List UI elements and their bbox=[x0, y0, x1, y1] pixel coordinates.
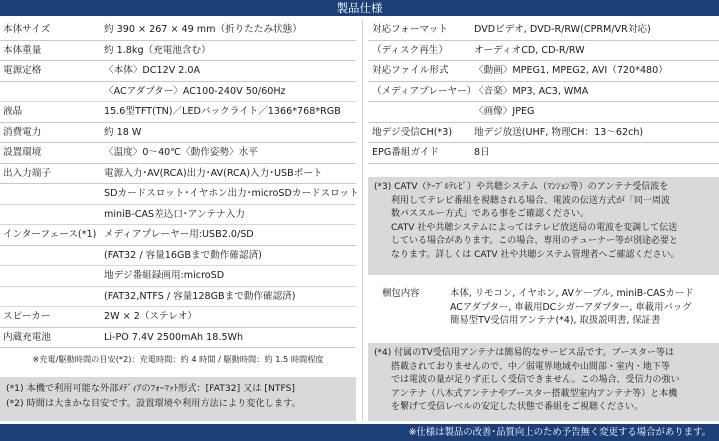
note-line: アンテナ（八木式アンテナやブースター搭載型室内アンテナ等）と本機 bbox=[391, 388, 678, 399]
spec-label: 本体重量 bbox=[3, 44, 42, 56]
charge-time-note: ※充電/駆動時間の目安(*2)：充電時間：約 4 時間 / 駆動時間：約 1.5 時間程度 bbox=[32, 354, 324, 364]
note-line: 利用してテレビ番組を視聴される場合、電波の伝送方式が「同一周波 bbox=[391, 195, 670, 206]
spec-row bbox=[0, 184, 359, 205]
spec-row bbox=[0, 164, 356, 185]
spec-row bbox=[0, 102, 356, 123]
package-contents bbox=[368, 280, 719, 338]
spec-value: オーディオCD, CD-R/RW bbox=[474, 44, 585, 56]
spec-row bbox=[0, 246, 356, 267]
spec-row bbox=[0, 287, 356, 308]
spec-row bbox=[0, 41, 356, 62]
footnote-line: (*1) 本機で利用可能な外部ﾒﾃﾞｨｱのﾌｫｰﾏｯﾄ形式：[FAT32] 又は [NTFS] bbox=[6, 383, 295, 394]
spec-label: 消費電力 bbox=[3, 126, 42, 138]
catv-note-box bbox=[368, 177, 719, 275]
spec-value: (FAT32 / 容量16GBまで動作確認済) bbox=[104, 249, 262, 261]
note-line: なります。詳しくは CATV 社や共聴システム管理者へご確認ください。 bbox=[391, 249, 680, 260]
spec-label: 液晶 bbox=[3, 106, 23, 117]
spec-value: 〈本体〉DC12V 2.0A bbox=[104, 65, 201, 76]
note-line: 搭載されておりませんので、中／弱電界地域や山間部・室内・地下等 bbox=[391, 361, 670, 372]
spec-value: DVDビデオ, DVD-R/RW(CPRM/VR対応) bbox=[474, 24, 651, 35]
spec-value: 約 18 W bbox=[104, 126, 142, 138]
spec-label: スピーカー bbox=[3, 311, 51, 322]
title-bar bbox=[0, 0, 719, 16]
spec-row bbox=[368, 123, 719, 144]
spec-value: 〈画像〉JPEG bbox=[474, 106, 535, 117]
spec-value: 15.6型TFT(TN)／LEDバックライト／1366*768*RGB bbox=[104, 106, 341, 117]
spec-value: メディアプレーヤー用:USB2.0/SD bbox=[104, 229, 254, 240]
spec-value: SDカードスロット･イヤホン出力･microSDカードスロット bbox=[104, 188, 359, 199]
spec-label: （メディアプレーヤー） bbox=[372, 85, 477, 97]
spec-row bbox=[0, 205, 356, 226]
spec-value: 約 390 × 267 × 49 mm（折りたたみ状態） bbox=[104, 24, 302, 35]
spec-row bbox=[368, 61, 719, 82]
note-line: では電波の量が足りず正しく受信できません。この場合、受信力の強い bbox=[391, 375, 680, 385]
spec-value: 電源入力･AV(RCA)出力･AV(RCA)入力･USBポート bbox=[104, 167, 323, 179]
column-divider bbox=[362, 20, 363, 422]
left-spec-table bbox=[0, 20, 359, 370]
spec-label: EPG番組ガイド bbox=[372, 147, 439, 158]
spec-value: 8日 bbox=[474, 147, 490, 158]
spec-row bbox=[0, 82, 356, 103]
spec-row bbox=[368, 143, 719, 164]
spec-row bbox=[0, 61, 356, 82]
spec-label: 設置環境 bbox=[3, 147, 42, 158]
package-line: ACアダプター, 車載用DCシガーアダプター, 車載用バッグ bbox=[450, 301, 692, 313]
spec-value: Li-PO 7.4V 2500mAh 18.5Wh bbox=[104, 331, 244, 343]
spec-label: 内蔵充電池 bbox=[3, 331, 51, 343]
spec-row bbox=[368, 20, 719, 41]
note-line: 数パススルー方式」である事をご確認ください。 bbox=[391, 209, 590, 219]
package-line: 簡易型TV受信用アンテナ(*4), 取扱説明書, 保証書 bbox=[450, 315, 661, 326]
spec-row bbox=[0, 20, 356, 41]
spec-row bbox=[368, 41, 719, 62]
spec-value: 〈温度〉0～40℃〈動作姿勢〉水平 bbox=[104, 147, 258, 158]
spec-value: 〈動画〉MPEG1, MPEG2, AVI（720*480） bbox=[474, 65, 668, 76]
package-list bbox=[450, 287, 712, 328]
spec-change-notice: ※仕様は製品の改善･品質向上のため予告無く変更する場合があります。 bbox=[408, 427, 711, 438]
spec-label: インターフェース(*1) bbox=[3, 229, 97, 240]
spec-row bbox=[0, 225, 356, 246]
footer-bar bbox=[0, 424, 719, 441]
spec-row bbox=[0, 328, 356, 349]
note-line: (*3) CATV（ｹｰﾌﾞﾙﾃﾚﾋﾞ）や共聴システム（ﾏﾝｼｮﾝ等）のアンテナ受信波を bbox=[374, 182, 669, 192]
spec-value: (FAT32,NTFS / 容量128GBまで動作確認済) bbox=[104, 290, 296, 302]
spec-value: 〈ACアダプター〉AC100-240V 50/60Hz bbox=[104, 85, 286, 97]
spec-row bbox=[0, 143, 356, 164]
spec-value: 地デジ番組録画用:microSD bbox=[104, 270, 225, 281]
spec-value: 〈音楽〉MP3, AC3, WMA bbox=[474, 85, 589, 97]
spec-value: 地デジ放送(UHF, 物理CH：13～62ch) bbox=[474, 126, 644, 138]
spec-label: 対応ファイル形式 bbox=[372, 65, 449, 76]
note-line: CATV 社や共聴システムによってはテレビ放送局の電波を変調して伝送 bbox=[391, 222, 678, 233]
note-line: (*4) 付属のTV受信用アンテナは簡易的なサービス品です。ブースター等は bbox=[374, 348, 674, 358]
spec-row bbox=[368, 82, 719, 103]
spec-row bbox=[0, 307, 356, 328]
antenna-note-box bbox=[368, 343, 719, 421]
spec-label: 電源定格 bbox=[3, 65, 42, 76]
package-line: 本体, リモコン, イヤホン, AVケーブル, miniB-CASカード bbox=[450, 288, 694, 299]
spec-row bbox=[0, 123, 356, 144]
spec-label: 地デジ受信CH(*3) bbox=[372, 126, 453, 138]
footnote-line: (*2) 時間は大まかな目安です。設置環境や利用方法により変化します。 bbox=[6, 398, 301, 409]
note-line: を繋げて受信レベルの安定した状態で番組をご視聴ください。 bbox=[391, 402, 644, 412]
note-line: している場合があります。この場合、専用のチューナー等が別途必要と bbox=[391, 236, 679, 246]
spec-label: （ディスク再生） bbox=[372, 44, 448, 56]
spec-label: 出入力端子 bbox=[3, 167, 51, 179]
spec-value: 2W × 2（ステレオ） bbox=[104, 311, 198, 322]
package-label: 梱包内容 bbox=[382, 288, 420, 299]
spec-row bbox=[0, 266, 356, 287]
right-spec-table bbox=[368, 20, 719, 164]
spec-value: miniB-CAS差込口･アンテナ入力 bbox=[104, 208, 245, 220]
spec-label: 対応フォーマット bbox=[372, 24, 448, 35]
spec-row bbox=[368, 102, 719, 123]
page-title: 製品仕様 bbox=[336, 1, 383, 15]
spec-label: 本体サイズ bbox=[3, 24, 51, 35]
format-footnote-box bbox=[0, 377, 356, 421]
spec-value: 約 1.8kg（充電池含む） bbox=[104, 44, 211, 56]
